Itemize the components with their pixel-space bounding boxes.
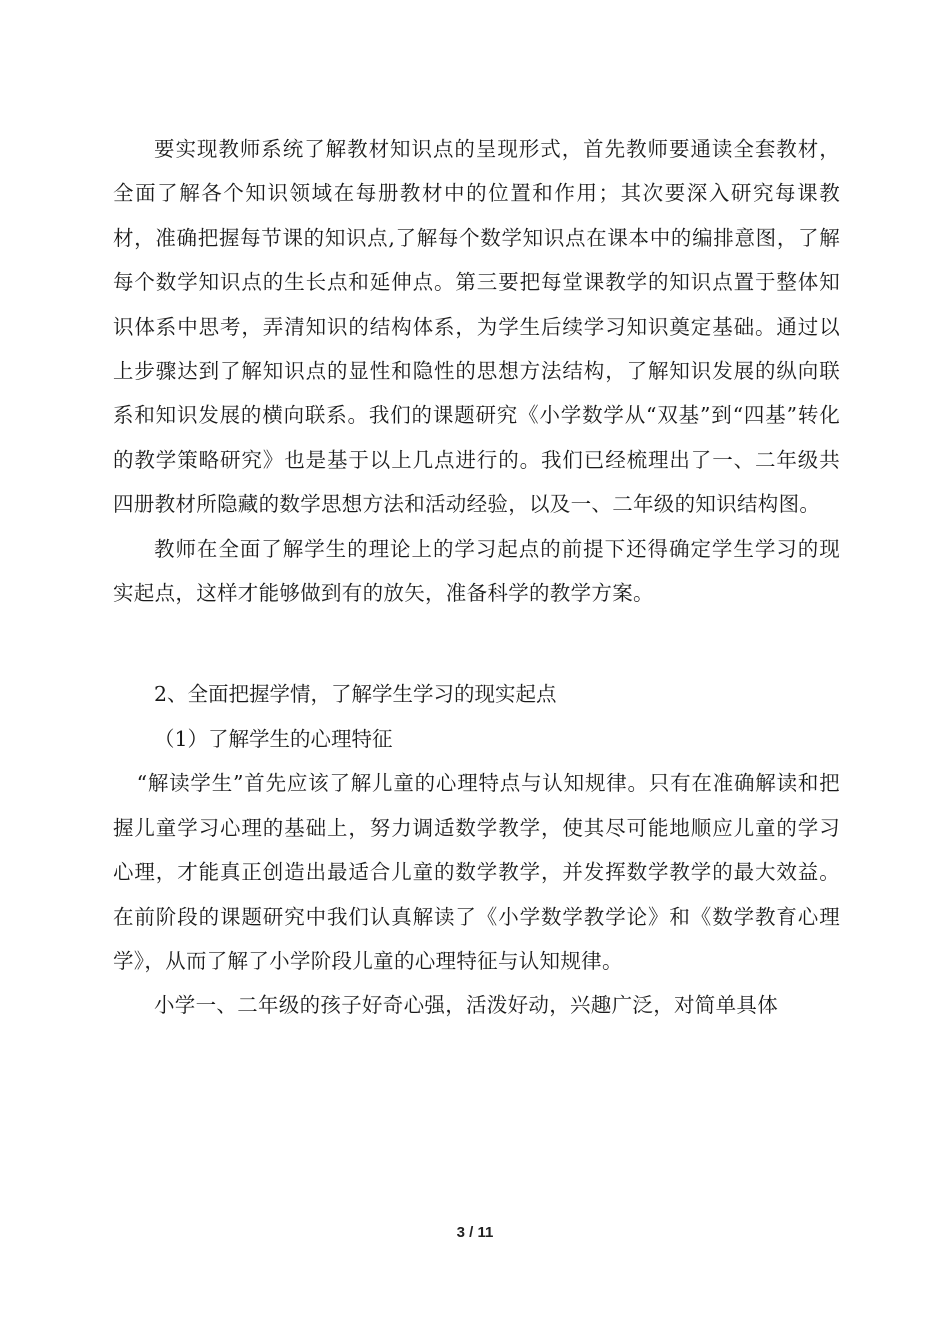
section-heading: 2、全面把握学情，了解学生学习的现实起点 (154, 682, 557, 707)
body-paragraph: 教师在全面了解学生的理论上的学习起点的前提下还得确定学生学习的现实起点，这样才能够做到有的放矢，准备科学的教学方案。 (113, 536, 840, 606)
page-number: 3 / 11 (456, 1224, 494, 1241)
body-paragraph: 小学一、二年级的孩子好奇心强，活泼好动，兴趣广泛，对简单具体 (154, 993, 778, 1018)
body-paragraph: 要实现教师系统了解教材知识点的呈现形式，首先教师要通读全套教材，全面了解各个知识领域在每册教材中的位置和作用；其次要深入研究每课教材，准确把握每节课的知识点,了解每个数学知识点在课本中的编排意图，了解每个数学知识点的生长点和延伸点。第三要把每堂课教学的知识点置于整体知识体系中思考，弄清知识的结构体系，为学生后续学习知识奠定基础。通过以上步骤达到了解知识点的显性和隐性的思想方法结构，了解知识发展的纵向联系和知识发展的横向联系。我们的课题研究《小学数学从“双基”到“四基”转化的教学策略研究》也是基于以上几点进行的。我们已经梳理出了一、二年级共四册教材所隐藏的数学思想方法和活动经验，以及一、二年级的知识结构图。 (113, 137, 840, 517)
paragraph-spacer (113, 615, 840, 672)
document-body (113, 127, 840, 1028)
body-paragraph: “解读学生”首先应该了解儿童的心理特点与认知规律。只有在准确解读和把握儿童学习心理的基础上，努力调适数学教学，使其尽可能地顺应儿童的学习心理，才能真正创造出最适合儿童的数学教学，并发挥数学教学的最大效益。在前阶段的课题研究中我们认真解读了《小学数学教学论》和《数学教育心理学》，从而了解了小学阶段儿童的心理特征与认知规律。 (113, 771, 840, 973)
subsection-heading: （1）了解学生的心理特征 (154, 726, 393, 751)
